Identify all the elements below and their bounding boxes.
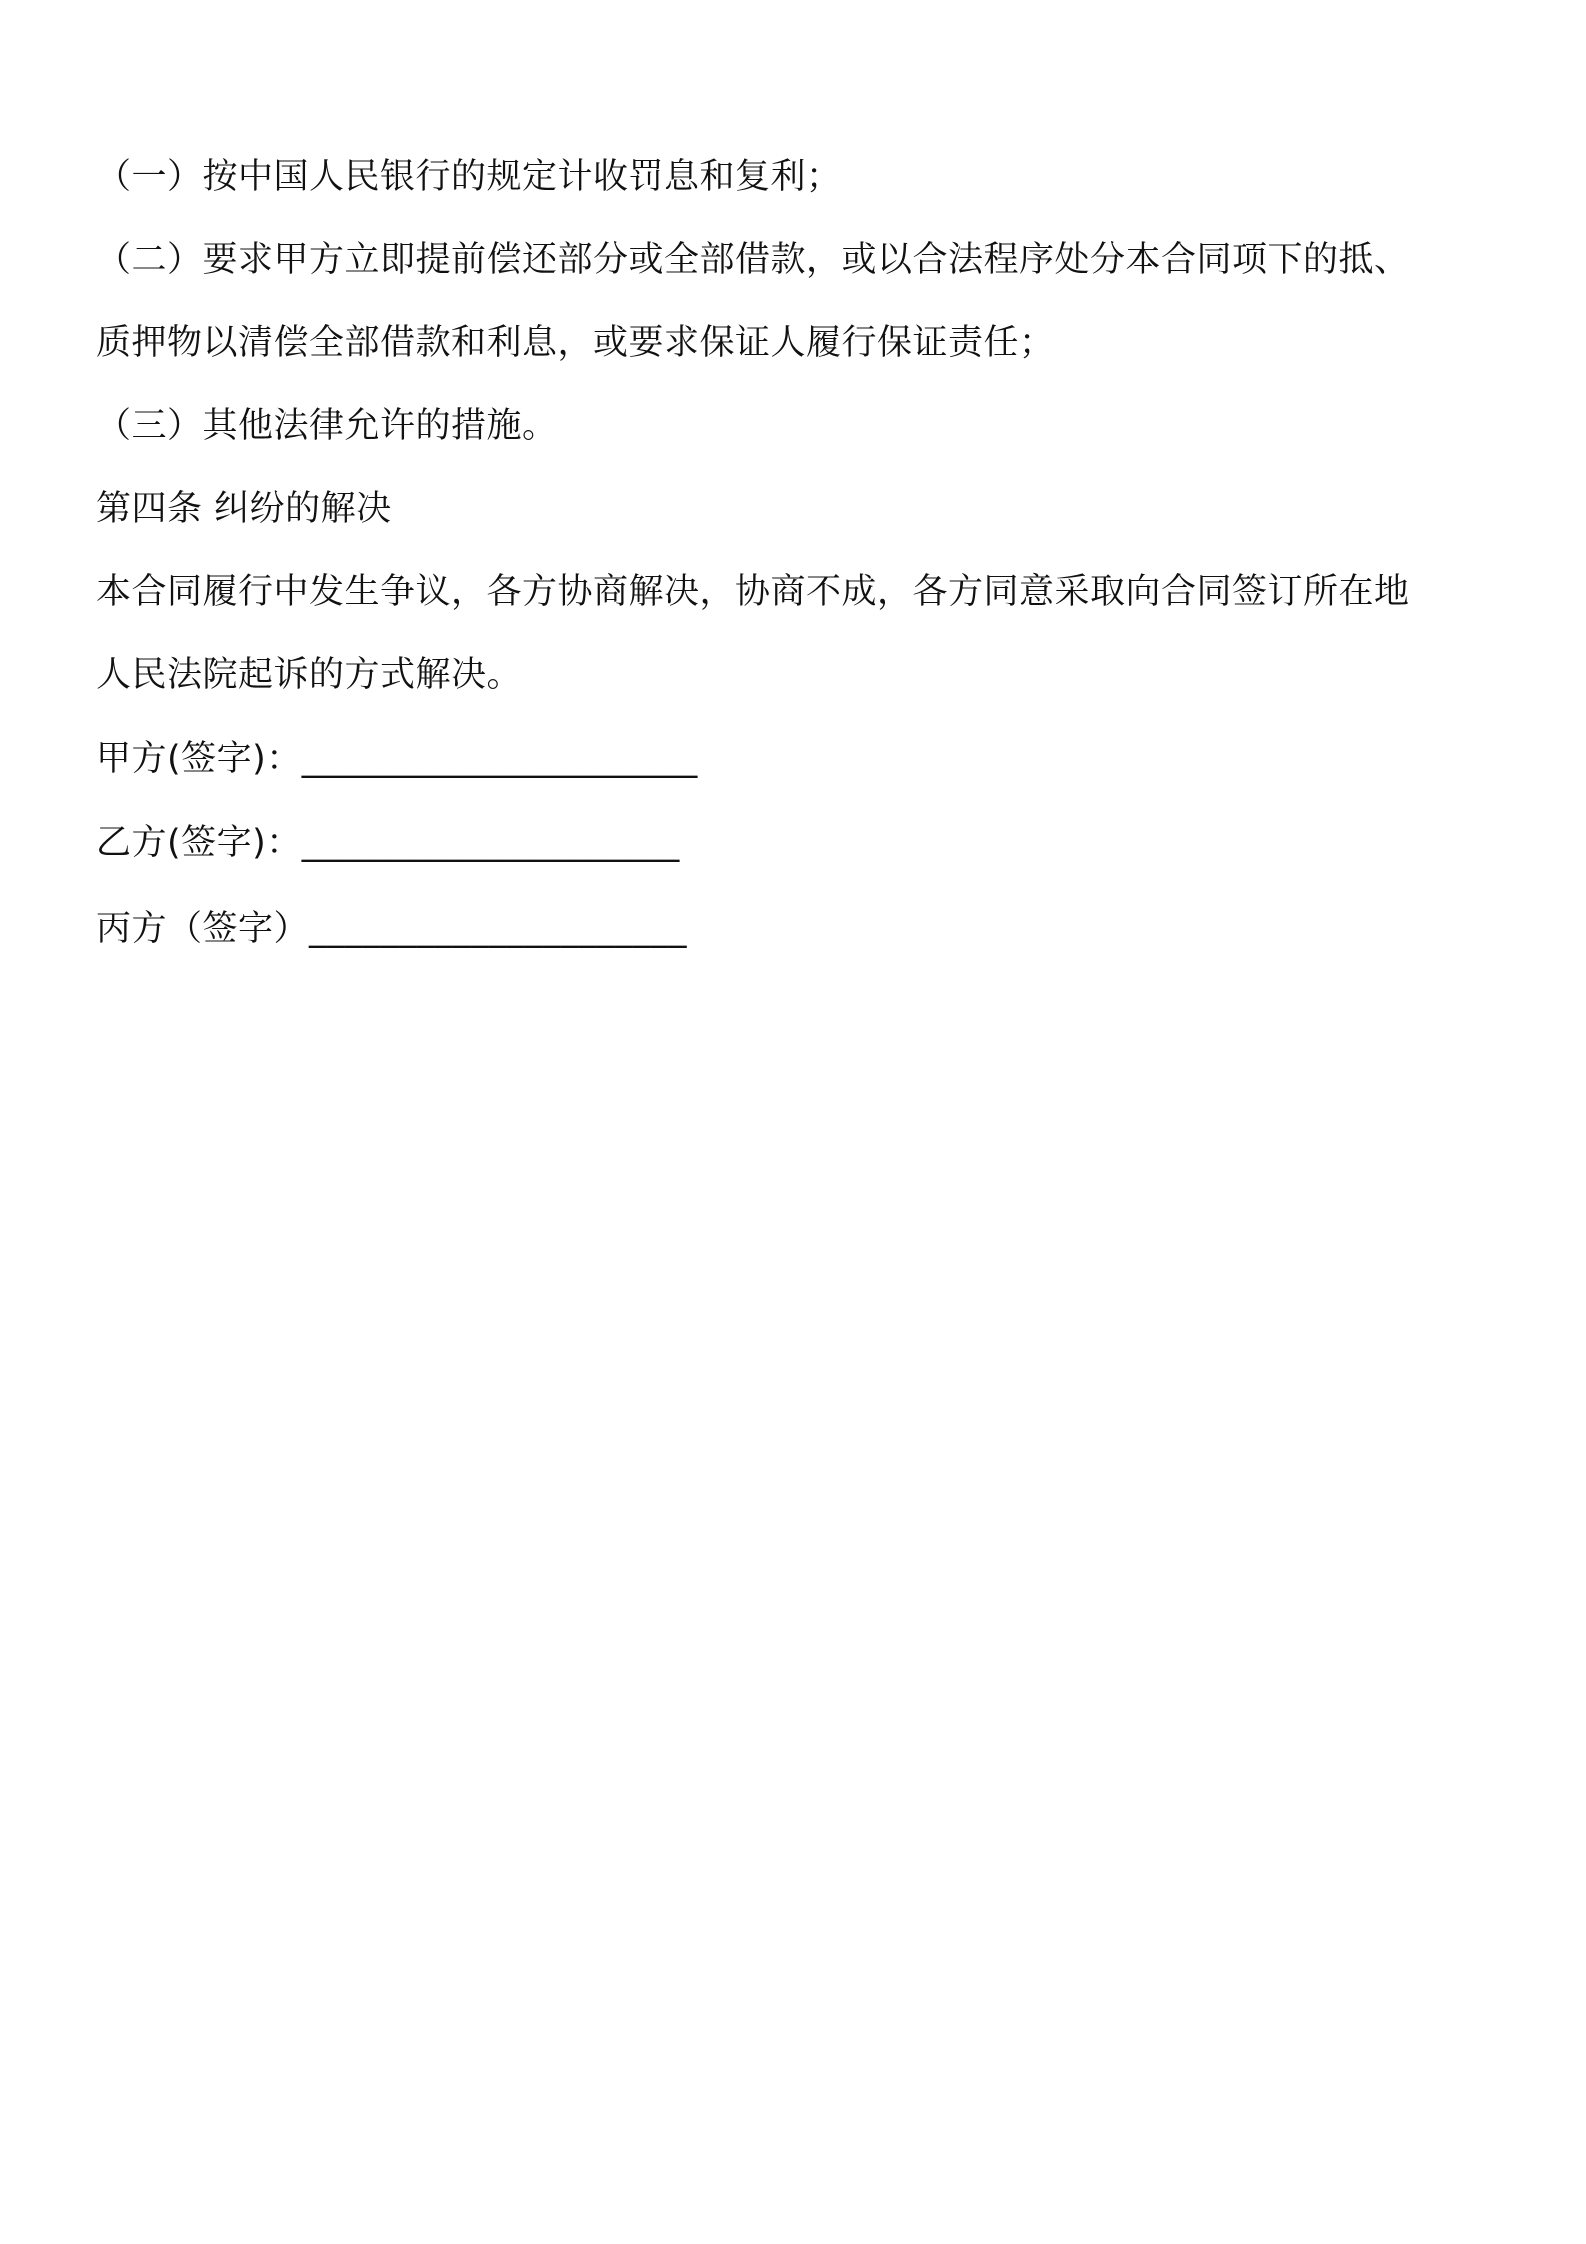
dispute-resolution-text-continued: 人民法院起诉的方式解决。 (96, 655, 523, 695)
clause-item-3: （三）其他法律允许的措施。 (96, 406, 558, 446)
clause-item-1: （一）按中国人民银行的规定计收罚息和复利； (96, 157, 842, 197)
signature-line-party-a: 甲方(签字)：______________________ (96, 739, 698, 779)
section-heading-article-4: 第四条 纠纷的解决 (96, 489, 392, 529)
signature-line-party-b: 乙方(签字)：_____________________ (96, 823, 680, 863)
dispute-resolution-text: 本合同履行中发生争议，各方协商解决，协商不成，各方同意采取向合同签订所在地 (96, 572, 1410, 612)
signature-line-party-c: 丙方（签字）_____________________ (96, 909, 688, 949)
clause-item-2-continued: 质押物以清偿全部借款和利息，或要求保证人履行保证责任； (96, 323, 1055, 363)
clause-item-2: （二）要求甲方立即提前偿还部分或全部借款，或以合法程序处分本合同项下的抵、 (96, 240, 1410, 280)
